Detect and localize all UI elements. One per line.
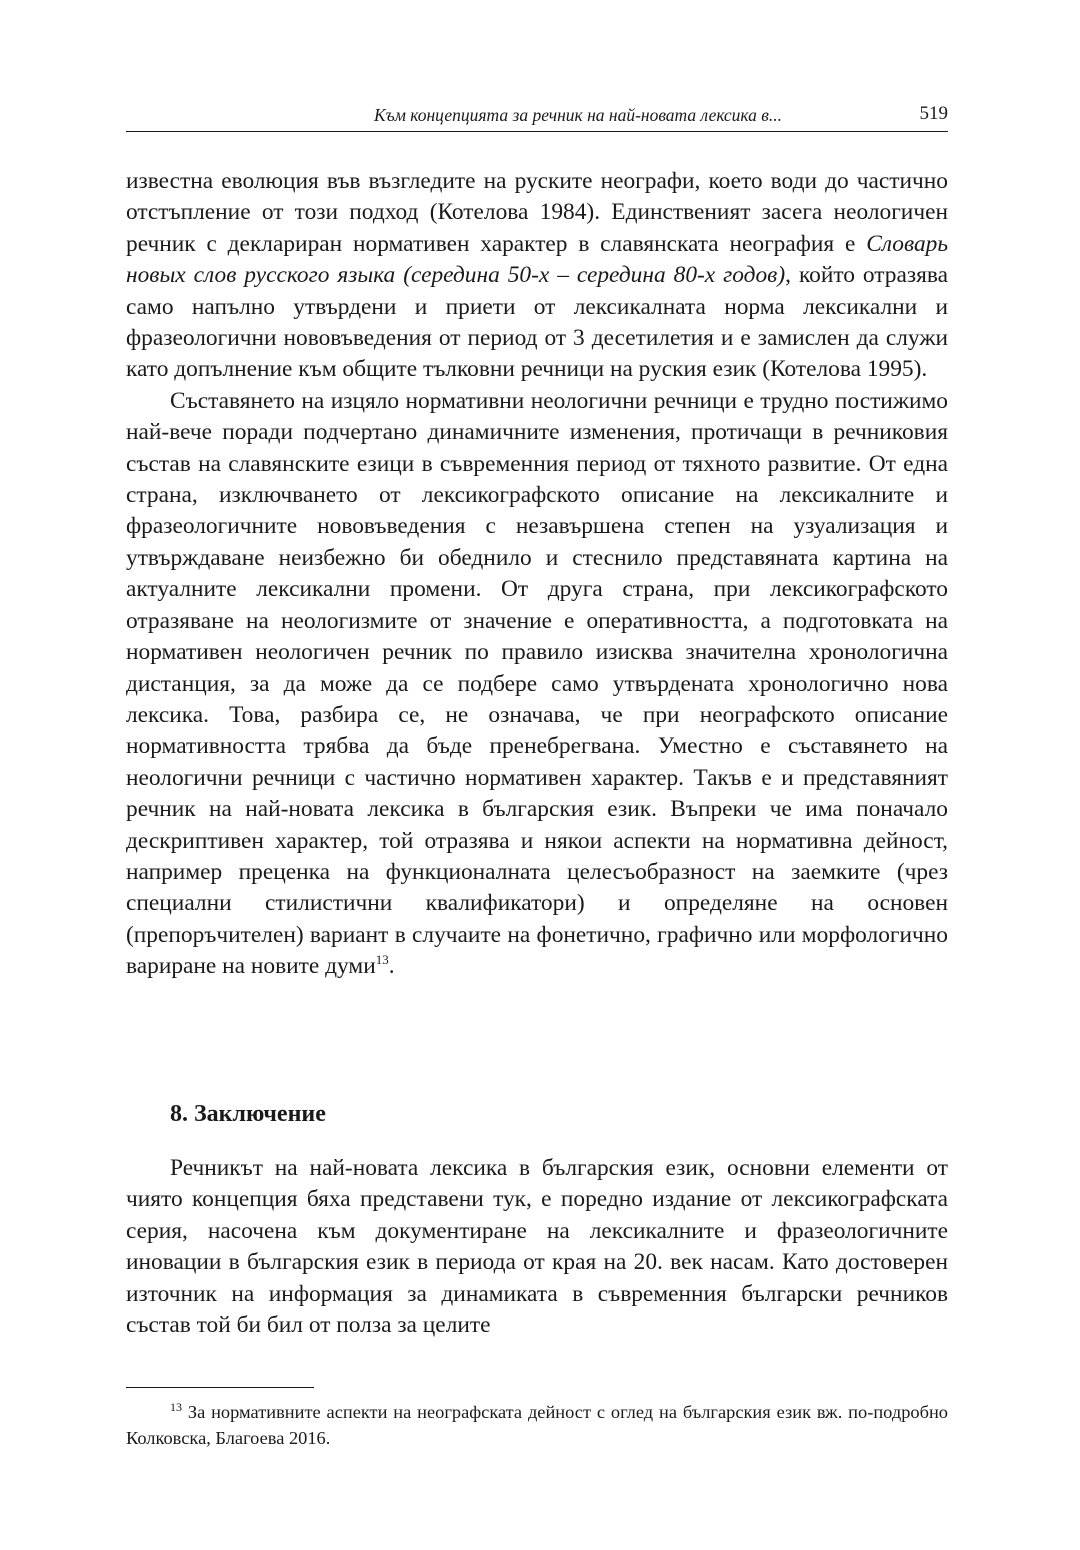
- conclusion-text: [126, 1153, 948, 1341]
- body-text: [126, 166, 948, 983]
- footnote-divider: [126, 1387, 314, 1388]
- paragraph-2: [126, 386, 948, 983]
- footnote: [126, 1399, 948, 1451]
- page: [126, 0, 948, 1550]
- running-head: [126, 103, 948, 132]
- cited-dictionary-title: Словарь новых слов русского языка (середина 50-х – середина 80-х годов): [126, 230, 948, 289]
- running-title: Към концепцията за речник на най-новата лексика в...: [373, 105, 782, 125]
- paragraph-2-text: Съставянето на изцяло нормативни неологични речници е трудно постижимо най-вече поради подчертано динамичните изменения, протичащи в речниковия състав на славянските езици в съвременния период от тяхното развитие. От една страна, изключването от лексикографското описание на лексикалните и фразеологичните нововъведения с незавършена степен на узуализация и утвърждаване неизбежно би обеднило и стеснило представяната картина на актуалните лексикални промени. От друга страна, при лексикографското отразяване на неологизмите от значение е оперативността, а подготовката на нормативен неологичен речник по правило изисква значителна хронологична дистанция, за да може да се подбере само утвърдената хронологично нова лексика. Това, разбира се, не означава, че при неографското описание нормативността трябва да бъде пренебрегвана. Уместно е съставянето на неологични речници с частично нормативен характер. Такъв е и представяният речник на най-новата лексика в българския език. Въпреки че има поначало дескриптивен характер, той отразява и някои аспекти на нормативна дейност, например преценка на функционалната целесъобразност на заемките (чрез специални стилистични квалификатори) и определяне на основен (препоръчителен) вариант в случаите на фонетично, графично или морфологично вариране на новите думи: [126, 387, 948, 980]
- footnote-reference[interactable]: 13: [375, 952, 389, 968]
- section-heading: 8. Заключение: [170, 1101, 326, 1127]
- paragraph-1-part-2: , който отразява само напълно утвърдени и приети от лексикалната норма лексикални и фразеологични нововъведения от период от 3 десетилетия и е замислен да служи като допълнение към общите тълковни речници на руския език (Котелова 1995).: [126, 262, 948, 383]
- page-number: 519: [919, 103, 948, 124]
- footnote-number: 13: [170, 1399, 182, 1414]
- paragraph-2-end: .: [388, 953, 395, 980]
- footnote-text: За нормативните аспекти на неографската дейност с оглед на българския език вж. по-подробно Колковска, Благоева 2016.: [126, 1402, 948, 1448]
- paragraph-1-part-1: известна еволюция във възгледите на руските неографи, което води до частично отстъпление от този подход (Котелова 1984). Единственият засега неологичен речник с деклариран нормативен характер в славянската неография е: [126, 168, 948, 257]
- paragraph-1: [126, 166, 948, 386]
- paragraph-3: Речникът на най-новата лексика в българския език, основни елементи от чиято концепция бяха представени тук, е поредно издание от лексикографската серия, насочена към документиране на лексикалните и фразеологичните иновации в българския език в периода от края на 20. век насам. Като достоверен източник на информация за динамиката в съвременния български речников състав той би бил от полза за целите: [126, 1155, 948, 1339]
